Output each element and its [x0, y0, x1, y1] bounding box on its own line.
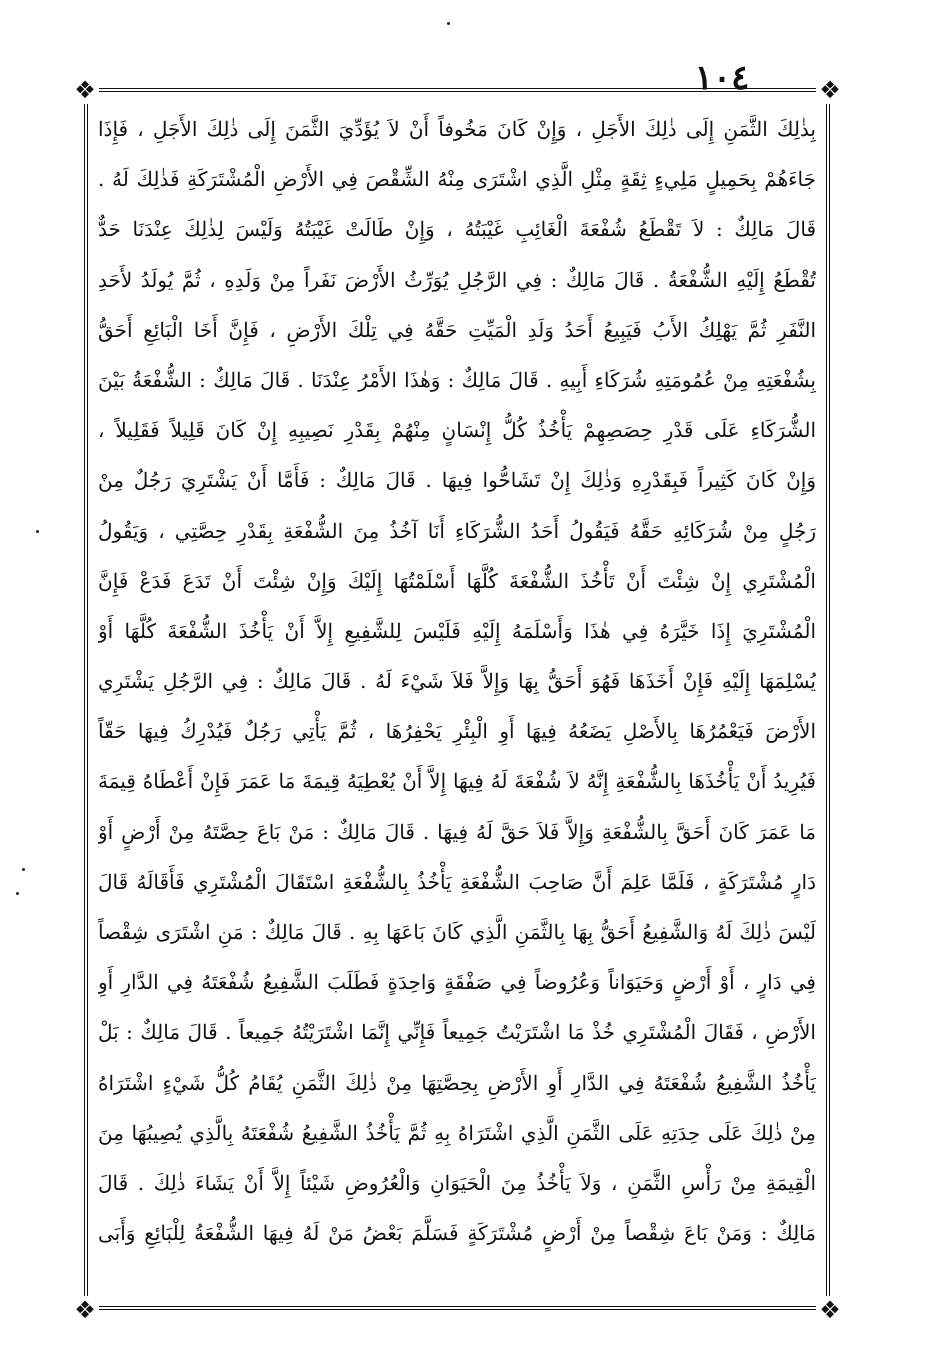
text-line: لَيْسَ ذٰلِكَ لَهُ وَالشَّفِيعُ أَحَقُّ بِهَا بِالثَّمَنِ الَّذِي كَانَ بَاعَهَا بِهِ . قَالَ مَالِكٌ : مَنِ اشْتَرَى شِقْصاً — [98, 920, 816, 944]
text-line: مَا عَمَرَ كَانَ أَحَقَّ بِالشُّفْعَةِ وَإِلاَّ فَلاَ حَقَّ لَهُ فِيهَا . قَالَ مَالِكٌ : مَنْ بَاعَ حِصَّتَهُ مِنْ أَرْضٍ أَوْ — [98, 819, 816, 844]
text-line: الأَرْضَ فَيَعْمُرُهَا بِالأَصْلِ يَضَعُهُ فِيهَا أَوِ الْبِئْرِ يَحْفِرُهَا ، ثُمَّ يَأْتِي رَجُلٌ فَيُدْرِكُ فِيهَا حَقّاً — [98, 719, 816, 744]
corner-ornament-icon: ❖ — [71, 76, 99, 104]
text-line: الْمُشْتَرِيَ إِذَا خَيَّرَهُ فِي هٰذَا وَأَسْلَمَهُ إِلَيْهِ فَلَيْسَ لِلشَّفِيعِ إِلاَّ أَنْ يَأْخُذَ الشُّفْعَةَ كُلَّهَا أَوْ — [98, 618, 816, 643]
text-line: الْمُشْتَرِي إِنْ شِئْتَ أَنْ تَأْخُذَ الشُّفْعَةَ كُلَّهَا أَسْلَمْتُهَا إِلَيْكَ وَإِنْ شِئْتَ أَنْ تَدَعَ فَدَعْ فَإِنَّ — [98, 568, 816, 593]
corner-ornament-icon: ❖ — [71, 1296, 99, 1324]
scan-speck — [22, 868, 25, 871]
text-line: فَيُرِيدُ أَنْ يَأْخُذَهَا بِالشُّفْعَةِ إِنَّهُ لاَ شُفْعَةَ لَهُ فِيهَا إِلاَّ أَنْ يُعْطِيَهُ قِيمَةَ مَا عَمَرَ فَإِنْ أَعْطَاهُ قِيمَةَ — [98, 769, 816, 794]
text-line: الأَرْضِ ، فَقَالَ الْمُشْتَرِي خُذْ مَا اشْتَرَيْتُ جَمِيعاً فَإِنِّي إِنَّمَا اشْتَرَيْتُهُ جَمِيعاً . قَالَ مَالِكٌ : بَلْ — [98, 1020, 816, 1045]
text-line: يَأْخُذُ الشَّفِيعُ شُفْعَتَهُ فِي الدَّارِ أَوِ الأَرْضِ بِحِصَّتِهَا مِنْ ذٰلِكَ الثَّمَنِ يُقَامُ كُلُّ شَيْءٍ اشْتَرَاهُ — [98, 1070, 816, 1095]
corner-ornament-icon: ❖ — [816, 76, 844, 104]
text-line: قَالَ مَالِكٌ : لاَ تَقْطَعُ شُفْعَةَ الْغَائِبِ غَيْبَتُهُ ، وَإِنْ طَالَتْ غَيْبَتُهُ وَلَيْسَ لِذٰلِكَ عِنْدَنَا حَدٌّ — [98, 217, 816, 242]
arabic-text-body — [98, 104, 816, 1296]
text-line: الْقِيمَةِ مِنْ رَأْسِ الثَّمَنِ ، وَلاَ يَأْخُذُ مِنَ الْحَيَوَانِ وَالْعُرُوضِ شَيْئاً إِلاَّ أَنْ يَشَاءَ ذٰلِكَ . قَالَ — [98, 1170, 816, 1195]
text-line: بِشُفْعَتِهِ مِنْ عُمُومَتِهِ شُرَكَاءِ أَبِيهِ . قَالَ مَالِكٌ : وَهٰذَا الأَمْرُ عِنْدَنَا . قَالَ مَالِكٌ : الشُّفْعَةُ بَيْنَ — [98, 367, 816, 392]
text-line: النَّفَرِ ثُمَّ يَهْلِكُ الأَبُ فَيَبِيعُ أَحَدُ وَلَدِ الْمَيِّتِ حَقَّهُ فِي تِلْكَ الأَرْضِ ، فَإِنَّ أَخَا الْبَائِعِ أَحَقُّ — [98, 317, 816, 342]
scan-speck — [16, 892, 19, 895]
text-line: جَاءَهُمْ بِحَمِيلٍ مَلِيءٍ ثِقَةٍ مِثْلِ الَّذِي اشْتَرَى مِنْهُ الشِّقْصَ فِي الأَرْضِ الْمُشْتَرَكَةِ فَذٰلِكَ لَهُ . — [98, 167, 816, 192]
text-line: رَجُلٍ مِنْ شُرَكَائِهِ حَقَّهُ فَيَقُولُ أَحَدُ الشُّرَكَاءِ أَنَا آخُذُ مِنَ الشُّفْعَةِ بِقَدْرِ حِصَّتِي ، وَيَقُولُ — [98, 518, 816, 543]
scan-speck — [447, 22, 450, 25]
text-line: تُقْطَعُ إِلَيْهِ الشُّفْعَةُ . قَالَ مَالِكٌ : فِي الرَّجُلِ يُوَرِّثُ الأَرْضَ نَفَراً مِنْ وَلَدِهِ ، ثُمَّ يُولَدُ لأَحَدِ — [98, 267, 816, 292]
text-line: مَالِكٌ : وَمَنْ بَاعَ شِقْصاً مِنْ أَرْضٍ مُشْتَرَكَةٍ فَسَلَّمَ بَعْضُ مَنْ لَهُ فِيهَا الشُّفْعَةُ لِلْبَائِعِ وَأَبَى — [98, 1221, 816, 1246]
page-number: ١٠٤ — [694, 58, 750, 98]
text-line: فِي دَارٍ ، أَوْ أَرْضٍ وَحَيَوَاناً وَعُرُوضاً فِي صَفْقَةٍ وَاحِدَةٍ فَطَلَبَ الشَّفِيعُ شُفْعَتَهُ فِي الدَّارِ أَوِ — [98, 970, 816, 995]
corner-ornament-icon: ❖ — [816, 1296, 844, 1324]
text-line: الشُّرَكَاءِ عَلَى قَدْرِ حِصَصِهِمْ يَأْخُذُ كُلُّ إِنْسَانٍ مِنْهُمْ بِقَدْرِ نَصِيبِهِ إِنْ كَانَ قَلِيلاً فَقَلِيلاً ، — [98, 418, 816, 443]
scan-speck — [36, 530, 39, 533]
text-line: دَارٍ مُشْتَرَكَةٍ ، فَلَمَّا عَلِمَ أَنَّ صَاحِبَ الشُّفْعَةِ يَأْخُذُ بِالشُّفْعَةِ اسْتَقَالَ الْمُشْتَرِي فَأَقَالَهُ قَالَ — [98, 869, 816, 894]
text-line: يُسْلِمَهَا إِلَيْهِ فَإِنْ أَخَذَهَا فَهُوَ أَحَقُّ بِهَا وَإِلاَّ فَلاَ شَيْءَ لَهُ . قَالَ مَالِكٌ : فِي الرَّجُلِ يَشْتَرِي — [98, 669, 816, 694]
text-line: بِذٰلِكَ الثَّمَنِ إِلَى ذٰلِكَ الأَجَلِ ، وَإِنْ كَانَ مَخُوفاً أَنْ لاَ يُؤَدِّيَ الثَّمَنَ إِلَى ذٰلِكَ الأَجَلِ ، فَإِذَا — [98, 117, 816, 141]
text-line: وَإِنْ كَانَ كَثِيراً فَبِقَدْرِهِ وَذٰلِكَ إِنْ تَشَاحُّوا فِيهَا . قَالَ مَالِكٌ : فَأَمَّا أَنْ يَشْتَرِيَ رَجُلٌ مِنْ — [98, 468, 816, 493]
text-line: مِنْ ذٰلِكَ عَلَى حِدَتِهِ عَلَى الثَّمَنِ الَّذِي اشْتَرَاهُ بِهِ ثُمَّ يَأْخُذُ الشَّفِيعُ شُفْعَتَهُ بِالَّذِي يُصِيبُهَا مِنَ — [98, 1120, 816, 1145]
